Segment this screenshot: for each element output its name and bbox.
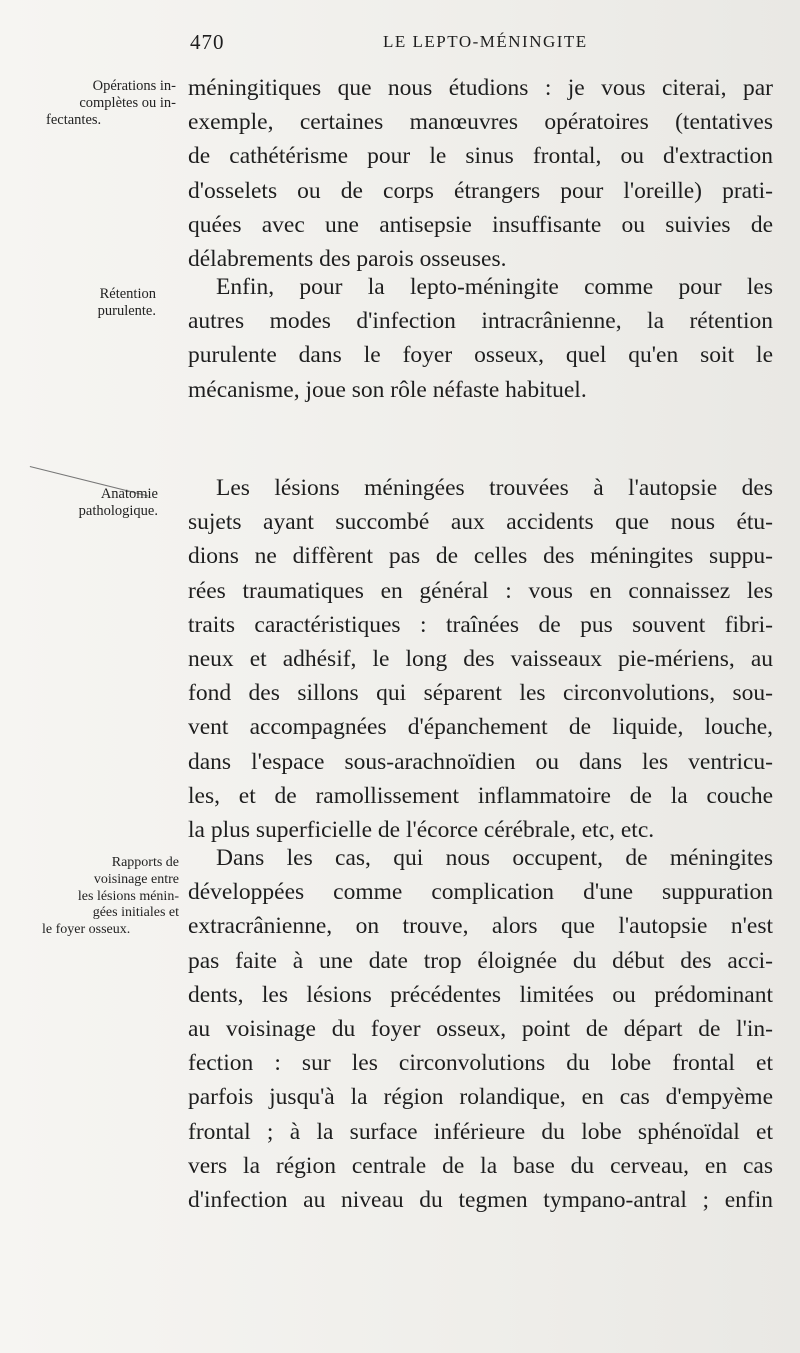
text-line: d'osselets ou de corps étrangers pour l'oreille) prati- [188,177,773,204]
text-line: purulente dans le foyer osseux, quel qu'en soit le [188,342,773,369]
margin-note-line: Rétention [99,286,156,302]
paragraph-3 [188,471,773,847]
text-line: Enfin, pour la lepto-méningite comme pour les [216,274,773,300]
text-line: Dans les cas, qui nous occupent, de méningites [216,845,773,871]
text-line: dions ne diffèrent pas de celles des méningites suppu- [188,543,773,570]
running-title: LE LEPTO-MÉNINGITE [383,32,588,51]
text-line: fond des sillons qui séparent les circonvolutions, sou- [188,680,773,707]
text-line: méningitiques que nous étudions : je vous citerai, par [188,75,773,101]
text-line: exemple, certaines manœuvres opératoires (tentatives [188,109,773,136]
text-line: mécanisme, joue son rôle néfaste habituel. [188,376,587,403]
margin-note-line: les lésions ménin- [77,888,179,904]
text-line: de cathétérisme pour le sinus frontal, ou d'extraction [188,143,773,170]
text-line: fection : sur les circonvolutions du lobe frontal et [188,1050,773,1077]
text-line: les, et de ramollissement inflammatoire de la couche [188,782,773,809]
text-line: quées avec une antisepsie insuffisante ou suivies de [188,211,773,238]
text-line: vent accompagnées d'épanchement de liquide, louche, [188,714,773,741]
margin-note-line: Anatomie [100,486,158,502]
margin-note-line: Rapports de [111,855,179,870]
text-line: sujets ayant succombé aux accidents que nous étu- [188,509,773,536]
text-line: traits caractéristiques : traînées de pus souvent fibri- [188,611,773,638]
text-line: frontal ; à la surface inférieure du lobe sphénoïdal et [188,1118,773,1145]
text-line: vers la région centrale de la base du cerveau, en cas [188,1152,773,1179]
text-line: Les lésions méningées trouvées à l'autopsie des [216,475,773,501]
text-line: dans l'espace sous-arachnoïdien ou dans les ventricu- [188,748,773,775]
margin-note-line: pathologique. [78,503,158,519]
text-line: neux et adhésif, le long des vaisseaux pie-mériens, au [188,646,773,673]
paragraph-4 [188,841,773,1217]
text-line: extracrânienne, on trouve, alors que l'autopsie n'est [188,913,773,940]
margin-note-line: fectantes. [46,112,102,128]
margin-note-line: le foyer osseux. [42,922,131,938]
page-number: 470 [190,30,225,54]
text-line: délabrements des parois osseuses. [188,246,507,273]
text-line: autres modes d'infection intracrânienne, la rétention [188,308,773,335]
margin-note-line: gées initiales et [92,905,179,921]
text-line: parfois jusqu'à la région rolandique, en cas d'empyème [188,1084,773,1111]
margin-note-operations [40,78,176,129]
paragraph-2 [188,270,773,407]
text-line: développées comme complication d'une suppuration [188,879,773,906]
text-line: la plus superficielle de l'écorce cérébrale, etc, etc. [188,817,655,844]
text-line: dents, les lésions précédentes limitées ou prédominant [188,981,773,1008]
margin-note-line: voisinage entre [93,871,179,887]
margin-note-line: complètes ou in- [79,95,176,111]
paragraph-1 [188,71,773,276]
page-header [0,26,800,56]
text-line: d'infection au niveau du tegmen tympano-antral ; enfin [188,1187,773,1214]
text-line: pas faite à une date trop éloignée du début des acci- [188,947,773,974]
margin-note-anatomie [40,486,158,520]
margin-note-line: purulente. [97,303,156,319]
text-line: au voisinage du foyer osseux, point de départ de l'in- [188,1016,773,1043]
margin-note-line: Opérations in- [92,78,176,94]
text-line: rées traumatiques en général : vous en connaissez les [188,577,773,604]
margin-note-rapports [40,855,179,939]
margin-note-retention [40,286,156,320]
